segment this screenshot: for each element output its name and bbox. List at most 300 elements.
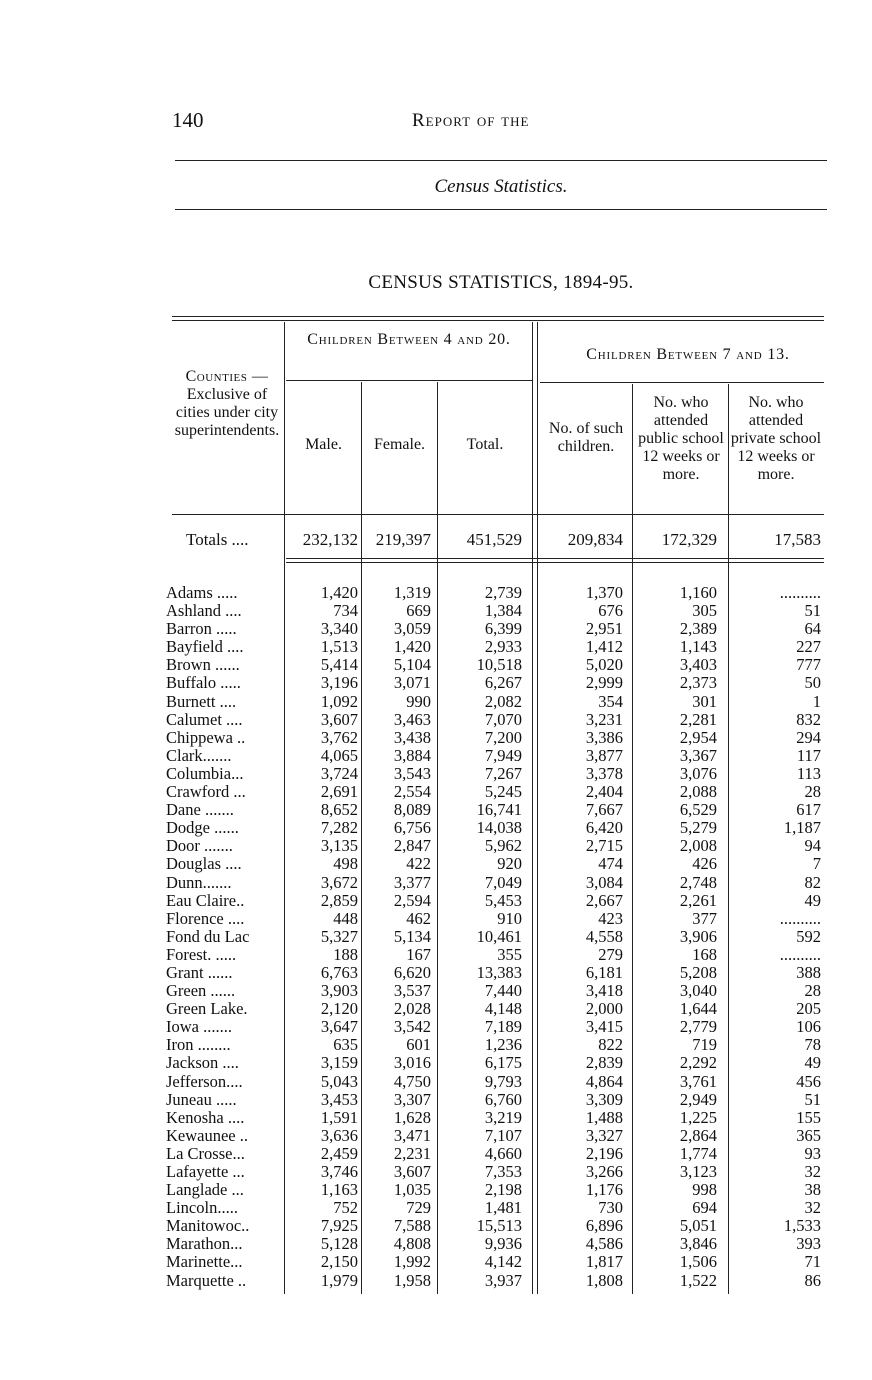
- female-count: 3,543: [393, 763, 431, 783]
- county-name: Dane .......: [166, 800, 234, 820]
- col-header-male: Male.: [305, 436, 342, 453]
- male-count: 734: [333, 601, 358, 621]
- public-school-count: 2,864: [679, 1125, 717, 1145]
- private-school-count: 7: [812, 854, 821, 874]
- county-name: Florence ....: [166, 908, 245, 928]
- total-count: 7,070: [484, 709, 522, 729]
- county-name: Langlade ...: [166, 1180, 244, 1200]
- total-count: 13,383: [476, 962, 522, 982]
- such-children-count: 822: [598, 1035, 623, 1055]
- county-name: Eau Claire..: [166, 890, 245, 910]
- female-count: 6,756: [393, 818, 431, 838]
- public-school-count: 2,088: [679, 782, 717, 802]
- such-children-count: 6,896: [585, 1216, 623, 1236]
- female-count: 1,992: [393, 1252, 431, 1272]
- total-count: 1,236: [484, 1035, 522, 1055]
- header-rule: [175, 160, 827, 161]
- private-school-count: ..........: [779, 908, 821, 928]
- private-school-count: 51: [804, 1089, 821, 1109]
- private-school-count: 113: [796, 763, 821, 783]
- male-count: 5,043: [320, 1071, 358, 1091]
- col-header-private: No. who attended private school 12 weeks or more.: [730, 394, 822, 483]
- county-name: Dunn.......: [166, 872, 232, 892]
- private-school-count: 106: [796, 1017, 821, 1037]
- such-children-count: 423: [598, 908, 623, 928]
- female-count: 3,884: [393, 745, 431, 765]
- county-name: Buffalo .....: [166, 673, 241, 693]
- table-row: [0, 1018, 872, 1036]
- county-name: Burnett ....: [166, 691, 237, 711]
- table-top-rule-2: [172, 320, 824, 321]
- stub-header: [170, 368, 284, 440]
- total-count: 2,082: [484, 691, 522, 711]
- county-name: Forest. .....: [166, 944, 237, 964]
- table-row: [0, 819, 872, 837]
- female-count: 4,750: [393, 1071, 431, 1091]
- county-name: Douglas ....: [166, 854, 242, 874]
- such-children-count: 7,667: [585, 800, 623, 820]
- female-count: 422: [406, 854, 431, 874]
- private-school-count: 49: [804, 1053, 821, 1073]
- public-school-count: 6,529: [679, 800, 717, 820]
- public-school-count: 3,906: [679, 926, 717, 946]
- county-name: Green ......: [166, 981, 236, 1001]
- such-children-count: 4,864: [585, 1071, 623, 1091]
- county-name: Columbia...: [166, 763, 244, 783]
- such-children-count: 2,839: [585, 1053, 623, 1073]
- table-row: [0, 855, 872, 873]
- county-name: La Crosse...: [166, 1143, 245, 1163]
- male-count: 3,607: [320, 709, 358, 729]
- private-school-count: 28: [804, 782, 821, 802]
- such-children-count: 4,586: [585, 1234, 623, 1254]
- female-count: 5,104: [393, 655, 431, 675]
- public-school-count: 1,774: [679, 1143, 717, 1163]
- table-row: [0, 711, 872, 729]
- male-count: 3,340: [320, 619, 358, 639]
- table-row: [0, 801, 872, 819]
- female-count: 3,542: [393, 1017, 431, 1037]
- male-count: 1,513: [320, 637, 358, 657]
- private-school-count: 393: [796, 1234, 821, 1254]
- male-count: 3,746: [320, 1162, 358, 1181]
- private-school-count: 82: [804, 872, 821, 892]
- private-school-count: 32: [804, 1162, 821, 1181]
- total-count: 9,793: [484, 1071, 522, 1091]
- male-count: 8,652: [320, 800, 358, 820]
- public-school-count: 301: [692, 691, 717, 711]
- total-count: 15,513: [476, 1216, 522, 1236]
- county-name: Jackson ....: [166, 1053, 239, 1073]
- header-bottom-rule: [172, 514, 824, 515]
- county-name: Barron .....: [166, 619, 237, 639]
- male-count: 4,065: [320, 745, 358, 765]
- private-school-count: 456: [796, 1071, 821, 1091]
- public-school-count: 1,143: [679, 637, 717, 657]
- female-count: 3,016: [393, 1053, 431, 1073]
- female-count: 3,307: [393, 1089, 431, 1109]
- table-row: [0, 1036, 872, 1054]
- private-school-count: 205: [796, 999, 821, 1019]
- table-row: [0, 620, 872, 638]
- total-count: 7,049: [484, 872, 522, 892]
- male-count: 448: [333, 908, 358, 928]
- public-school-count: 305: [692, 601, 717, 621]
- county-name: Door .......: [166, 836, 233, 856]
- total-count: 9,936: [484, 1234, 522, 1254]
- table-row: [0, 602, 872, 620]
- public-school-count: 3,761: [679, 1071, 717, 1091]
- female-count: 3,537: [393, 981, 431, 1001]
- male-count: 5,414: [320, 655, 358, 675]
- county-name: Ashland ....: [166, 601, 242, 621]
- female-count: 3,071: [393, 673, 431, 693]
- female-count: 3,471: [393, 1125, 431, 1145]
- totals-private: 17,583: [774, 530, 821, 549]
- such-children-count: 1,176: [585, 1180, 623, 1200]
- female-count: 3,463: [393, 709, 431, 729]
- total-count: 6,399: [484, 619, 522, 639]
- total-count: 3,219: [484, 1107, 522, 1127]
- totals-total: 451,529: [466, 530, 522, 549]
- public-school-count: 2,389: [679, 619, 717, 639]
- table-row: [0, 638, 872, 656]
- county-name: Brown ......: [166, 655, 240, 675]
- table-row: [0, 656, 872, 674]
- table-row: [0, 1091, 872, 1109]
- male-count: 498: [333, 854, 358, 874]
- such-children-count: 3,266: [585, 1162, 623, 1181]
- total-count: 2,739: [484, 583, 522, 602]
- private-school-count: 832: [796, 709, 821, 729]
- section-subtitle: Census Statistics.: [434, 176, 568, 197]
- public-school-count: 1,644: [679, 999, 717, 1019]
- public-school-count: 719: [692, 1035, 717, 1055]
- stub-header-title: Counties —: [185, 368, 269, 385]
- private-school-count: 1,533: [783, 1216, 821, 1236]
- such-children-count: 6,420: [585, 818, 623, 838]
- male-count: 2,859: [320, 890, 358, 910]
- total-count: 5,453: [484, 890, 522, 910]
- totals-such-children: 209,834: [567, 530, 623, 549]
- county-name: Marinette...: [166, 1252, 243, 1272]
- total-count: 7,200: [484, 727, 522, 747]
- table-row: [0, 910, 872, 928]
- table-row: [0, 693, 872, 711]
- male-count: 5,128: [320, 1234, 358, 1254]
- private-school-count: ..........: [779, 944, 821, 964]
- total-count: 7,353: [484, 1162, 522, 1181]
- col-header-female: Female.: [373, 436, 426, 453]
- female-count: 2,554: [393, 782, 431, 802]
- totals-female: 219,397: [375, 530, 431, 549]
- such-children-count: 3,386: [585, 727, 623, 747]
- female-count: 669: [406, 601, 431, 621]
- female-count: 1,420: [393, 637, 431, 657]
- totals-row: [0, 530, 872, 552]
- total-count: 7,440: [484, 981, 522, 1001]
- table-row: [0, 1181, 872, 1199]
- total-count: 1,384: [484, 601, 522, 621]
- table-row: [0, 892, 872, 910]
- private-school-count: ..........: [779, 583, 821, 602]
- totals-label: Totals ....: [186, 530, 249, 549]
- county-name: Adams .....: [166, 583, 238, 602]
- county-name: Manitowoc..: [166, 1216, 250, 1236]
- male-count: 752: [333, 1198, 358, 1218]
- female-count: 3,059: [393, 619, 431, 639]
- table-row: [0, 982, 872, 1000]
- public-school-count: 5,208: [679, 962, 717, 982]
- male-count: 635: [333, 1035, 358, 1055]
- private-school-count: 388: [796, 962, 821, 982]
- female-count: 462: [406, 908, 431, 928]
- group1-underline: [286, 380, 532, 381]
- public-school-count: 3,076: [679, 763, 717, 783]
- public-school-count: 3,403: [679, 655, 717, 675]
- such-children-count: 3,084: [585, 872, 623, 892]
- female-count: 729: [406, 1198, 431, 1218]
- male-count: 7,925: [320, 1216, 358, 1236]
- total-count: 3,937: [484, 1270, 522, 1290]
- stub-header-description: Exclusive of cities under city superintendents.: [174, 386, 280, 439]
- public-school-count: 2,954: [679, 727, 717, 747]
- private-school-count: 1,187: [783, 818, 821, 838]
- male-count: 3,762: [320, 727, 358, 747]
- total-count: 5,962: [484, 836, 522, 856]
- such-children-count: 1,370: [585, 583, 623, 602]
- table-row: [0, 783, 872, 801]
- total-count: 14,038: [476, 818, 522, 838]
- male-count: 1,092: [320, 691, 358, 711]
- total-count: 355: [497, 944, 522, 964]
- male-count: 3,672: [320, 872, 358, 892]
- public-school-count: 2,261: [679, 890, 717, 910]
- public-school-count: 2,008: [679, 836, 717, 856]
- male-count: 3,196: [320, 673, 358, 693]
- male-count: 3,636: [320, 1125, 358, 1145]
- male-count: 3,453: [320, 1089, 358, 1109]
- county-name: Marquette ..: [166, 1270, 247, 1290]
- table-row: [0, 765, 872, 783]
- running-title: Report of the: [412, 110, 530, 131]
- public-school-count: 998: [692, 1180, 717, 1200]
- table-row: [0, 1145, 872, 1163]
- female-count: 4,808: [393, 1234, 431, 1254]
- male-count: 2,120: [320, 999, 358, 1019]
- public-school-count: 168: [692, 944, 717, 964]
- private-school-count: 93: [804, 1143, 821, 1163]
- private-school-count: 617: [796, 800, 821, 820]
- table-top-rule: [172, 316, 824, 317]
- public-school-count: 1,506: [679, 1252, 717, 1272]
- public-school-count: 2,748: [679, 872, 717, 892]
- public-school-count: 3,367: [679, 745, 717, 765]
- private-school-count: 71: [804, 1252, 821, 1272]
- female-count: 3,607: [393, 1162, 431, 1181]
- table-row: [0, 1000, 872, 1018]
- such-children-count: 474: [598, 854, 623, 874]
- public-school-count: 694: [692, 1198, 717, 1218]
- private-school-count: 51: [804, 601, 821, 621]
- total-count: 7,107: [484, 1125, 522, 1145]
- female-count: 3,377: [393, 872, 431, 892]
- male-count: 3,647: [320, 1017, 358, 1037]
- female-count: 6,620: [393, 962, 431, 982]
- table-row: [0, 1163, 872, 1181]
- female-count: 2,028: [393, 999, 431, 1019]
- such-children-count: 1,412: [585, 637, 623, 657]
- male-count: 3,903: [320, 981, 358, 1001]
- table-row: [0, 584, 872, 602]
- total-count: 6,760: [484, 1089, 522, 1109]
- total-count: 910: [497, 908, 522, 928]
- table-row: [0, 1272, 872, 1290]
- page-number: 140: [172, 108, 204, 132]
- total-count: 4,148: [484, 999, 522, 1019]
- male-count: 188: [333, 944, 358, 964]
- female-count: 3,438: [393, 727, 431, 747]
- private-school-count: 155: [796, 1107, 821, 1127]
- total-count: 10,518: [476, 655, 522, 675]
- county-name: Kenosha ....: [166, 1107, 245, 1127]
- table-row: [0, 964, 872, 982]
- such-children-count: 279: [598, 944, 623, 964]
- private-school-count: 117: [796, 745, 821, 765]
- group2-underline: [540, 382, 824, 383]
- male-count: 7,282: [320, 818, 358, 838]
- female-count: 7,588: [393, 1216, 431, 1236]
- public-school-count: 2,949: [679, 1089, 717, 1109]
- female-count: 1,628: [393, 1107, 431, 1127]
- total-count: 5,245: [484, 782, 522, 802]
- private-school-count: 777: [796, 655, 821, 675]
- private-school-count: 49: [804, 890, 821, 910]
- private-school-count: 592: [796, 926, 821, 946]
- female-count: 2,847: [393, 836, 431, 856]
- table-row: [0, 729, 872, 747]
- col-header-total: Total.: [466, 436, 504, 453]
- county-name: Green Lake.: [166, 999, 248, 1019]
- male-count: 2,459: [320, 1143, 358, 1163]
- such-children-count: 1,488: [585, 1107, 623, 1127]
- totals-double-rule-b: [286, 562, 824, 563]
- private-school-count: 38: [804, 1180, 821, 1200]
- male-count: 6,763: [320, 962, 358, 982]
- female-count: 601: [406, 1035, 431, 1055]
- county-name: Lincoln.....: [166, 1198, 238, 1218]
- county-name: Bayfield ....: [166, 637, 244, 657]
- col-header-such-children: No. of such children.: [548, 420, 624, 455]
- total-count: 920: [497, 854, 522, 874]
- total-count: 7,189: [484, 1017, 522, 1037]
- public-school-count: 377: [692, 908, 717, 928]
- table-row: [0, 747, 872, 765]
- total-count: 4,660: [484, 1143, 522, 1163]
- public-school-count: 1,225: [679, 1107, 717, 1127]
- female-count: 1,958: [393, 1270, 431, 1290]
- total-count: 4,142: [484, 1252, 522, 1272]
- group2-header: Children Between 7 and 13.: [586, 346, 790, 363]
- total-count: 2,198: [484, 1180, 522, 1200]
- private-school-count: 294: [796, 727, 821, 747]
- such-children-count: 1,817: [585, 1252, 623, 1272]
- table-title: CENSUS STATISTICS, 1894-95.: [368, 272, 634, 293]
- such-children-count: 354: [598, 691, 623, 711]
- county-name: Lafayette ...: [166, 1162, 245, 1181]
- female-count: 167: [406, 944, 431, 964]
- private-school-count: 94: [804, 836, 821, 856]
- public-school-count: 3,123: [679, 1162, 717, 1181]
- such-children-count: 1,808: [585, 1270, 623, 1290]
- female-count: 990: [406, 691, 431, 711]
- county-name: Kewaunee ..: [166, 1125, 249, 1145]
- male-count: 2,691: [320, 782, 358, 802]
- private-school-count: 86: [804, 1270, 821, 1290]
- total-count: 7,267: [484, 763, 522, 783]
- public-school-count: 5,051: [679, 1216, 717, 1236]
- public-school-count: 5,279: [679, 818, 717, 838]
- such-children-count: 2,404: [585, 782, 623, 802]
- female-count: 1,035: [393, 1180, 431, 1200]
- county-name: Iowa .......: [166, 1017, 232, 1037]
- such-children-count: 3,378: [585, 763, 623, 783]
- totals-double-rule-a: [286, 558, 824, 559]
- public-school-count: 1,522: [679, 1270, 717, 1290]
- county-name: Juneau .....: [166, 1089, 237, 1109]
- such-children-count: 2,667: [585, 890, 623, 910]
- table-row: [0, 1217, 872, 1235]
- such-children-count: 2,196: [585, 1143, 623, 1163]
- public-school-count: 2,779: [679, 1017, 717, 1037]
- table-row: [0, 837, 872, 855]
- public-school-count: 2,281: [679, 709, 717, 729]
- female-count: 1,319: [393, 583, 431, 602]
- county-name: Crawford ...: [166, 782, 246, 802]
- such-children-count: 3,231: [585, 709, 623, 729]
- female-count: 2,594: [393, 890, 431, 910]
- private-school-count: 365: [796, 1125, 821, 1145]
- public-school-count: 3,846: [679, 1234, 717, 1254]
- such-children-count: 2,715: [585, 836, 623, 856]
- table-row: [0, 1073, 872, 1091]
- total-count: 7,949: [484, 745, 522, 765]
- such-children-count: 3,327: [585, 1125, 623, 1145]
- county-name: Calumet ....: [166, 709, 243, 729]
- public-school-count: 3,040: [679, 981, 717, 1001]
- county-rows: [0, 584, 872, 1290]
- county-name: Chippewa ..: [166, 727, 246, 747]
- male-count: 1,591: [320, 1107, 358, 1127]
- table-row: [0, 1235, 872, 1253]
- total-count: 6,175: [484, 1053, 522, 1073]
- such-children-count: 2,999: [585, 673, 623, 693]
- county-name: Dodge ......: [166, 818, 239, 838]
- group1-header: Children Between 4 and 20.: [307, 331, 511, 348]
- male-count: 3,159: [320, 1053, 358, 1073]
- such-children-count: 730: [598, 1198, 623, 1218]
- such-children-count: 3,309: [585, 1089, 623, 1109]
- table-row: [0, 1109, 872, 1127]
- col-header-public: No. who attended public school 12 weeks or more.: [638, 394, 724, 483]
- female-count: 8,089: [393, 800, 431, 820]
- male-count: 1,420: [320, 583, 358, 602]
- such-children-count: 3,415: [585, 1017, 623, 1037]
- subtitle-rule: [175, 209, 827, 210]
- private-school-count: 78: [804, 1035, 821, 1055]
- such-children-count: 676: [598, 601, 623, 621]
- private-school-count: 32: [804, 1198, 821, 1218]
